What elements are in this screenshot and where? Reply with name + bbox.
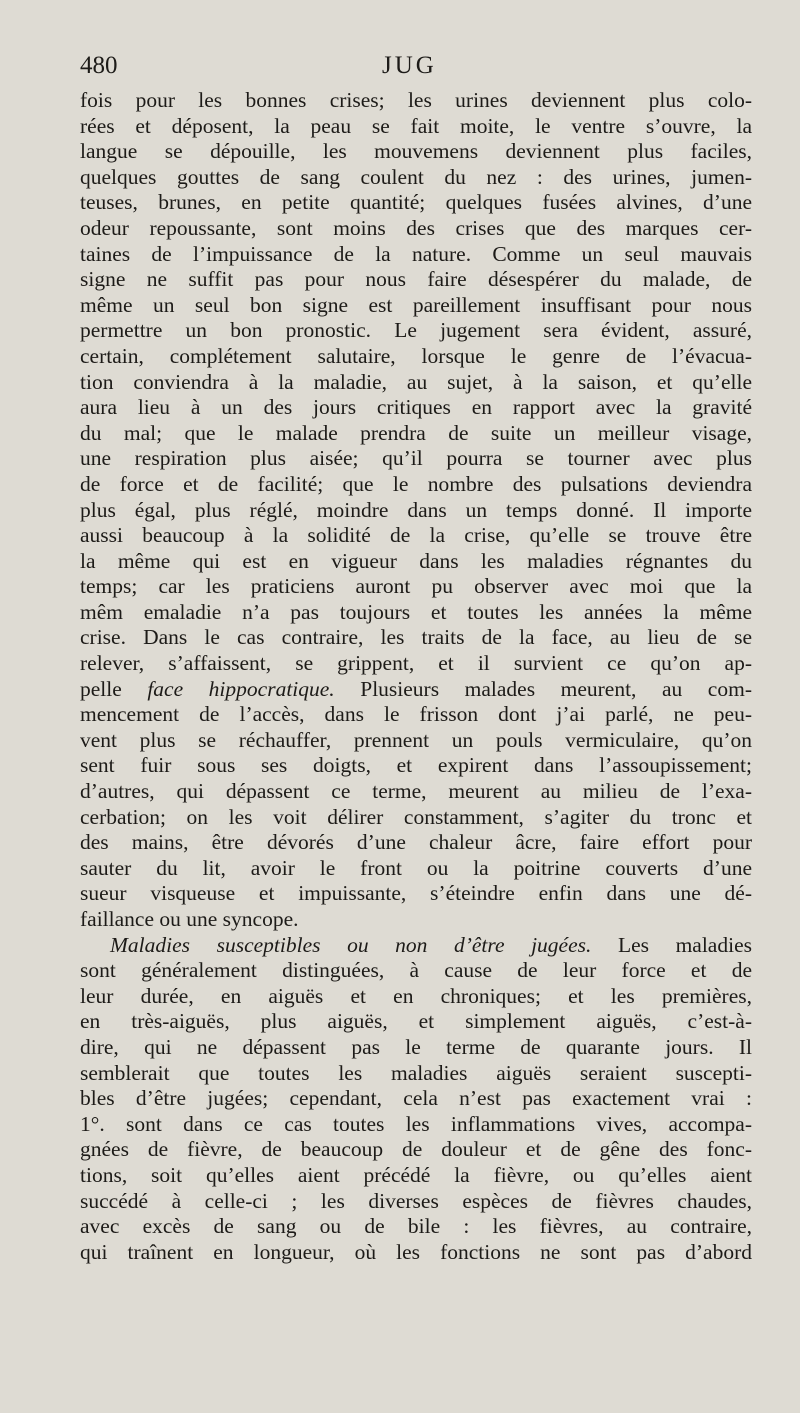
text-line: gnées de fièvre, de beaucoup de douleur et de gêne des fonc- [80, 1137, 752, 1162]
text-line: sont généralement distinguées, à cause de leur force et de [80, 958, 752, 983]
text-line: plus égal, plus réglé, moindre dans un temps donné. Il importe [80, 497, 752, 522]
text-run: Les maladies [591, 932, 752, 957]
text-line: tion conviendra à la maladie, au sujet, à la saison, et qu’elle [80, 369, 752, 394]
text-line [80, 677, 752, 703]
text-line: quelques gouttes de sang coulent du nez : des urines, jumen- [80, 164, 752, 189]
header-word: JUG [382, 52, 437, 79]
text-line: certain, complétement salutaire, lorsque le genre de l’évacua- [80, 343, 752, 368]
text-line: vent plus se réchauffer, prennent un pouls vermiculaire, qu’on [80, 727, 752, 752]
text-line: permettre un bon pronostic. Le jugement sera évident, assuré, [80, 318, 752, 343]
text-line: fois pour les bonnes crises; les urines deviennent plus colo- [80, 88, 752, 112]
text-run: pelle [80, 676, 148, 701]
body-text [80, 88, 752, 1265]
text-line: temps; car les praticiens auront pu observer avec moi que la [80, 574, 752, 599]
text-line: sent fuir sous ses doigts, et expirent dans l’assoupissement; [80, 753, 752, 778]
text-line: sauter du lit, avoir le front ou la poitrine couverts d’une [80, 855, 752, 880]
text-line: bles d’être jugées; cependant, cela n’est pas exactement vrai : [80, 1086, 752, 1111]
text-line: aura lieu à un des jours critiques en rapport avec la gravité [80, 395, 752, 420]
text-line: en très-aiguës, plus aiguës, et simplement aiguës, c’est-à- [80, 1009, 752, 1034]
text-line: semblerait que toutes les maladies aiguës seraient suscepti- [80, 1060, 752, 1085]
text-line: crise. Dans le cas contraire, les traits de la face, au lieu de se [80, 625, 752, 650]
text-line: faillance ou une syncope. [80, 907, 299, 931]
text-line: relever, s’affaissent, se grippent, et il survient ce qu’on ap- [80, 651, 752, 676]
text-line: avec excès de sang ou de bile : les fièvres, au contraire, [80, 1214, 752, 1239]
text-line: succédé à celle-ci ; les diverses espèces de fièvres chaudes, [80, 1188, 752, 1213]
text-line: rées et déposent, la peau se fait moite, le ventre s’ouvre, la [80, 113, 752, 138]
text-line: sueur visqueuse et impuissante, s’éteindre enfin dans une dé- [80, 881, 752, 906]
italic-run: face hippocratique. [147, 676, 335, 701]
text-line: du mal; que le malade prendra de suite un meilleur visage, [80, 420, 752, 445]
text-line [80, 933, 752, 959]
text-line: d’autres, qui dépassent ce terme, meurent au milieu de l’exa- [80, 779, 752, 804]
text-line: des mains, être dévorés d’une chaleur âcre, faire effort pour [80, 830, 752, 855]
text-run: Plusieurs malades meurent, au com- [334, 676, 752, 701]
text-line: dire, qui ne dépassent pas le terme de quarante jours. Il [80, 1034, 752, 1059]
text-line: aussi beaucoup à la solidité de la crise, qu’elle se trouve être [80, 523, 752, 548]
text-line: cerbation; on les voit délirer constamment, s’agiter du tronc et [80, 804, 752, 829]
text-line: 1°. sont dans ce cas toutes les inflammations vives, accompa- [80, 1111, 752, 1136]
text-line: une respiration plus aisée; qu’il pourra se tourner avec plus [80, 446, 752, 471]
text-line: même un seul bon signe est pareillement insuffisant pour nous [80, 292, 752, 317]
page-number: 480 [80, 52, 118, 79]
text-line: signe ne suffit pas pour nous faire désespérer du malade, de [80, 267, 752, 292]
text-line: de force et de facilité; que le nombre des pulsations deviendra [80, 471, 752, 496]
text-line: tions, soit qu’elles aient précédé la fièvre, ou qu’elles aient [80, 1162, 752, 1187]
text-line: mêm emaladie n’a pas toujours et toutes les années la même [80, 599, 752, 624]
text-line: odeur repoussante, sont moins des crises que des marques cer- [80, 215, 752, 240]
text-line: mencement de l’accès, dans le frisson dont j’ai parlé, ne peu- [80, 702, 752, 727]
text-line: la même qui est en vigueur dans les maladies régnantes du [80, 548, 752, 573]
text-line: leur durée, en aiguës et en chroniques; et les premières, [80, 983, 752, 1008]
text-line: langue se dépouille, les mouvemens deviennent plus faciles, [80, 139, 752, 164]
text-line: taines de l’impuissance de la nature. Comme un seul mauvais [80, 241, 752, 266]
text-line: qui traînent en longueur, où les fonctions ne sont pas d’abord [80, 1239, 752, 1264]
running-head [80, 52, 752, 86]
italic-run: Maladies susceptibles ou non d’être jugées. [110, 932, 592, 957]
text-line: teuses, brunes, en petite quantité; quelques fusées alvines, d’une [80, 190, 752, 215]
